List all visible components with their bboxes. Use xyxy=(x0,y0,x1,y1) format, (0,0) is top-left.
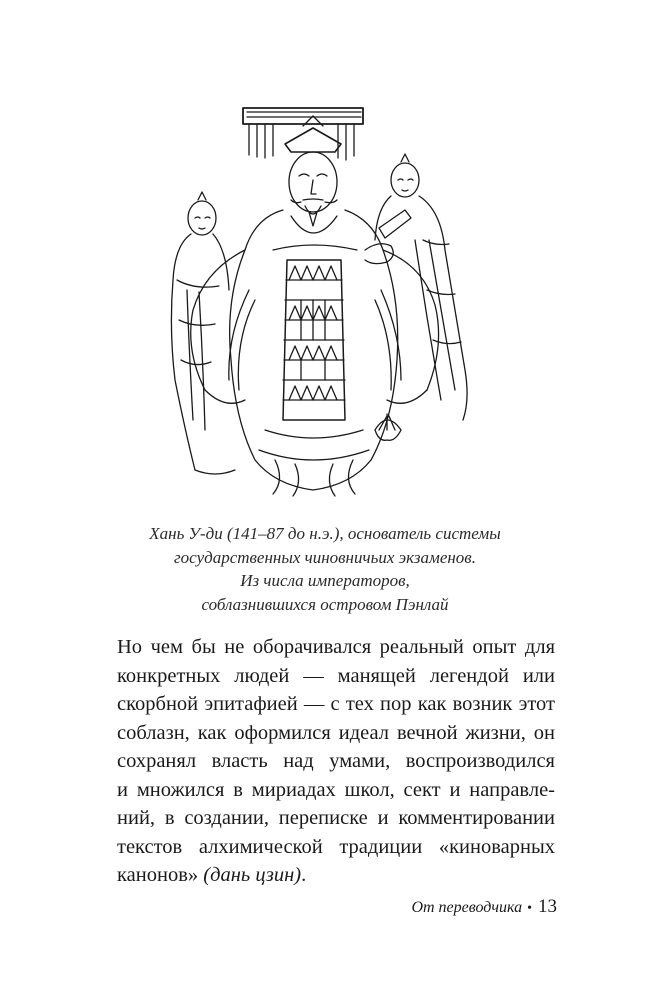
paragraph-line: конкретных людей — манящей легендой или xyxy=(117,664,555,687)
page-number: 13 xyxy=(538,896,557,917)
last-line-text: канонов» xyxy=(117,864,199,886)
emperor-head xyxy=(285,116,341,226)
paragraph-line: соблазн, как оформился идеал вечной жизни, он xyxy=(117,721,555,744)
last-line-end: . xyxy=(301,864,307,886)
caption-line: Хань У-ди (141–87 до н.э.), основатель системы xyxy=(149,524,501,543)
running-title: От переводчика xyxy=(411,899,523,916)
paragraph-last-line xyxy=(117,861,555,890)
body-paragraph xyxy=(117,633,555,890)
paragraph-line: ний, в создании, переписке и комментировании xyxy=(117,807,555,829)
patterned-apron xyxy=(283,260,345,420)
figure-caption xyxy=(60,522,590,616)
caption-line: Из числа императоров, xyxy=(240,571,410,590)
paragraph-line: и множился в мириадах школ, сект и направле- xyxy=(117,778,555,801)
right-attendant xyxy=(375,154,467,420)
page-footer xyxy=(411,896,557,918)
emperor-robes xyxy=(191,210,439,496)
emperor-hands xyxy=(365,210,411,264)
caption-line: соблазнившихся островом Пэнлай xyxy=(201,594,449,614)
paragraph-line: Но чем бы не оборачивался реальный опыт для xyxy=(117,636,555,658)
emperor-engraving-illustration xyxy=(165,100,505,500)
caption-line: государственных чиновничьих экзаменов. xyxy=(174,547,476,567)
italic-term: (дань цзин) xyxy=(203,864,302,886)
paragraph-line: текстов алхимической традиции «киноварных xyxy=(117,835,555,858)
left-attendant xyxy=(171,192,235,474)
bullet-separator: • xyxy=(527,901,532,916)
paragraph-line: скорбной эпитафией — с тех пор как возник этот xyxy=(117,693,555,715)
paragraph-line: сохранял власть над умами, воспроизводился xyxy=(117,750,555,772)
